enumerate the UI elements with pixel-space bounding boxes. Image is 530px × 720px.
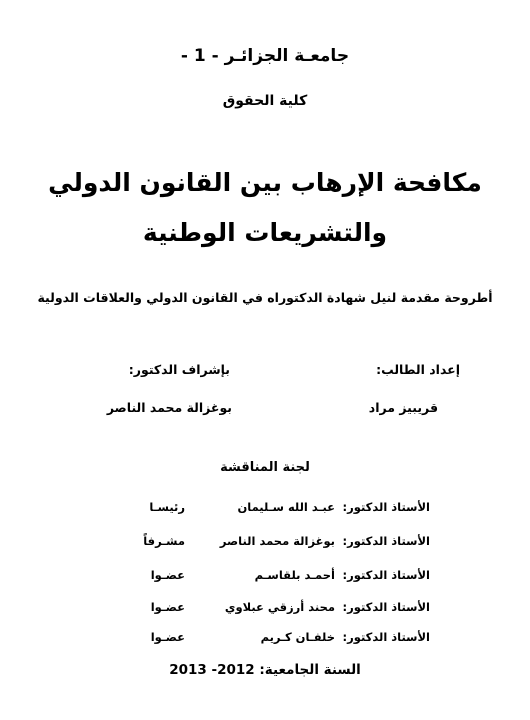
committee-heading: لجنة المناقشة [220,460,310,475]
member-title: الأستاذ الدكتور: [342,630,430,644]
member-name: خلفـان كـريم [260,630,335,644]
member-role: عضـوا [150,568,185,582]
committee-member-row [0,630,530,650]
member-role: مشـرفاً [143,534,185,548]
member-name: محند أرزقي عبلاوي [224,600,335,614]
member-title: الأستاذ الدكتور: [342,568,430,582]
supervisor-name: بوغزالة محمد الناصر [106,400,232,415]
thesis-title-line1: مكافحة الإرهاب بين القانون الدولي [48,168,482,197]
member-title: الأستاذ الدكتور: [342,600,430,614]
committee-member-row [0,600,530,620]
member-name: أحمـد بلقاسـم [254,568,335,582]
member-name: عبـد الله سـليمان [237,500,335,514]
thesis-subtitle: أطروحة مقدمة لنيل شهادة الدكتوراه في القانون الدولي والعلاقات الدولية [37,290,493,305]
member-title: الأستاذ الدكتور: [342,534,430,548]
committee-member-row [0,500,530,520]
member-title: الأستاذ الدكتور: [342,500,430,514]
member-role: عضـوا [150,630,185,644]
member-role: رئيسـا [149,500,185,514]
supervisor-label: بإشراف الدكتور: [128,362,230,377]
faculty-name: كلية الحقوق [222,93,308,109]
committee-member-row [0,568,530,588]
student-label: إعداد الطالب: [376,362,460,377]
academic-year: السنة الجامعية: 2012- 2013 [169,662,361,678]
thesis-title-line2: والتشريعات الوطنية [142,218,388,247]
member-name: بوغزالة محمد الناصر [219,534,335,548]
member-role: عضـوا [150,600,185,614]
university-name: جامعـة الجزائـر - 1 - [180,46,350,66]
student-name: قريبيز مراد [368,400,438,415]
committee-member-row [0,534,530,554]
